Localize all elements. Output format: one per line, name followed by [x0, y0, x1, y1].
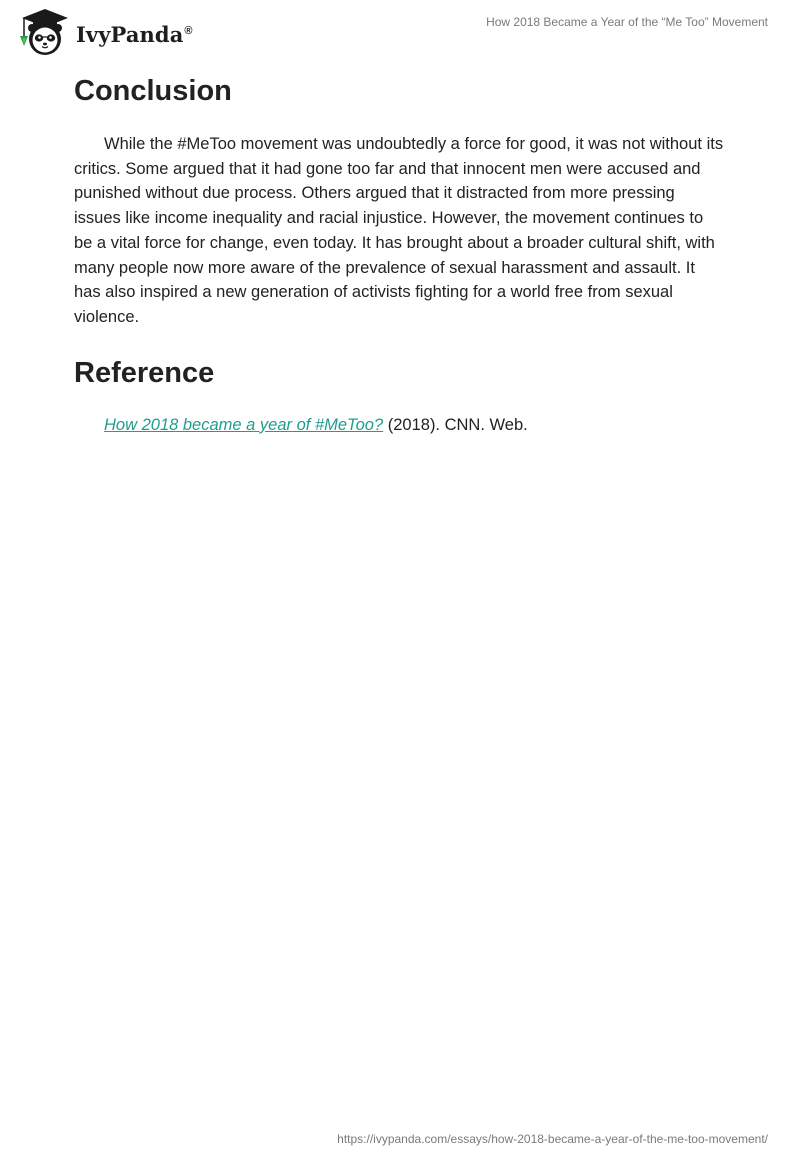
document-title: How 2018 Became a Year of the “Me Too” Movement: [486, 15, 768, 29]
reference-link[interactable]: How 2018 became a year of #MeToo?: [104, 415, 384, 434]
footer-url[interactable]: https://ivypanda.com/essays/how-2018-became-a-year-of-the-me-too-movement/: [337, 1132, 768, 1146]
reference-entry: [74, 413, 726, 437]
ivypanda-logo[interactable]: [16, 8, 193, 58]
brand-name: [76, 22, 193, 47]
page-header: [0, 0, 800, 64]
panda-graduate-icon: [16, 8, 74, 58]
document-body: [74, 70, 726, 437]
registered-mark: ®: [184, 24, 193, 37]
reference-heading: Reference: [74, 356, 215, 389]
brand-text: IvyPanda: [76, 21, 184, 47]
conclusion-heading: Conclusion: [74, 75, 232, 107]
conclusion-paragraph: While the #MeToo movement was undoubtedly a force for good, it was not without its critics. Some argued that it had gone too far and that innocent men were accused and punished without due process. Others argued that it distracted from more pressing issues like income inequality and racial injustice. However, the movement continues to be a vital force for change, even today. It has brought about a broader cultural shift, with many people now more aware of the prevalence of sexual harassment and assault. It has also inspired a new generation of activists fighting for a world free from sexual violence.: [74, 135, 724, 326]
reference-details: (2018). CNN. Web.: [383, 415, 528, 434]
